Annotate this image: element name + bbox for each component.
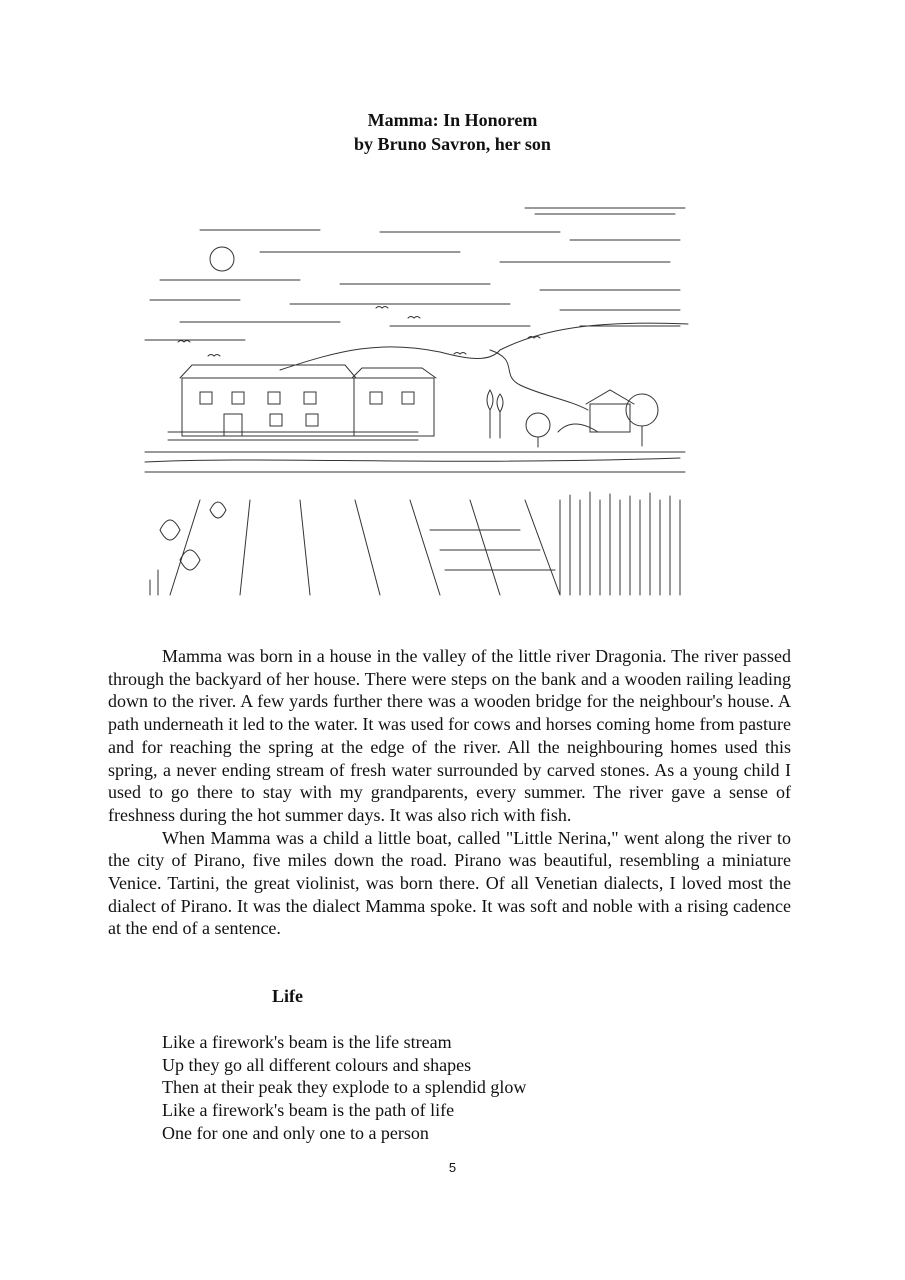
body-text [108, 645, 791, 940]
page-number: 5 [448, 1160, 457, 1175]
poem-line: Then at their peak they explode to a splendid glow [162, 1077, 527, 1098]
author-byline: by Bruno Savron, her son [354, 134, 551, 154]
poem-line: One for one and only one to a person [162, 1122, 429, 1143]
poem-line: Like a firework's beam is the life stream [162, 1032, 452, 1052]
poem-line: Up they go all different colours and shapes [162, 1054, 472, 1075]
poem-line: Like a firework's beam is the path of life [162, 1100, 455, 1121]
poem [162, 1031, 526, 1145]
landscape-illustration [140, 200, 690, 600]
paragraph: When Mamma was a child a little boat, called "Little Nerina," went along the river to the city of Pirano, five miles down the road. Pirano was beautiful, resembling a miniature Venice. Tartini, the great violinist, was born there. Of all Venetian dialects, I loved most the dialect of Pirano. It was the dialect Mamma spoke. It was soft and noble with a rising cadence at the end of a sentence. [108, 827, 791, 939]
page-title: Mamma: In Honorem [367, 110, 538, 130]
poem-title: Life [272, 986, 303, 1006]
paragraph: Mamma was born in a house in the valley of the little river Dragonia. The river passed through the backyard of her house. There were steps on the bank and a wooden railing leading down to the river. A few yards further there was a wooden bridge for the neighbour's house. A path underneath it led to the water. It was used for cows and horses coming home from pasture and for reaching the spring at the edge of the river. All the neighbouring homes used this spring, a never ending stream of fresh water surrounded by carved stones. As a young child I used to go there to stay with my grandparents, every summer. The river gave a sense of freshness during the hot summer days. It was also rich with fish. [108, 646, 791, 825]
